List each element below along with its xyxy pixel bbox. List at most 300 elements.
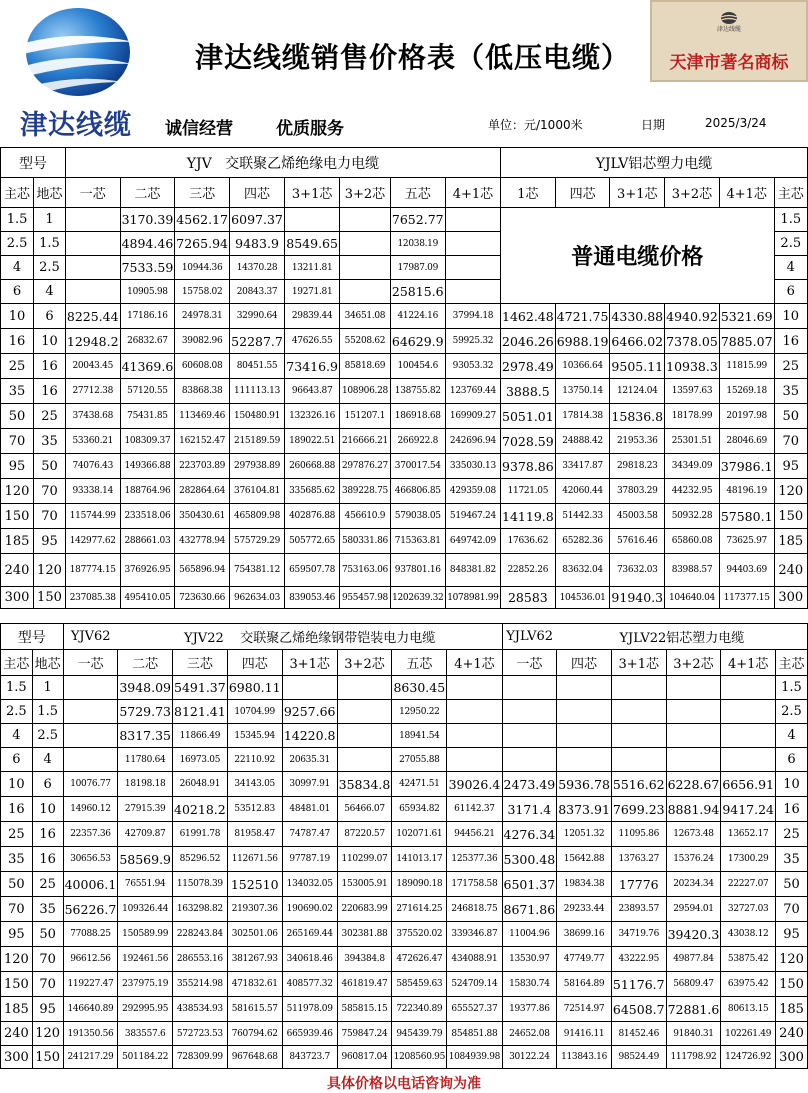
price-cell: 23893.57 xyxy=(611,897,666,922)
price-cell: 109326.44 xyxy=(118,897,173,922)
column-header: 3+1芯 xyxy=(282,650,337,676)
price-cell xyxy=(557,748,612,772)
footer-note: 具体价格以电话咨询为准 xyxy=(327,1076,481,1092)
price-cell: 39082.96 xyxy=(175,329,230,354)
price-cell: 80613.15 xyxy=(721,997,776,1022)
price-cell: 5729.73 xyxy=(118,700,173,724)
price-cell: 3948.09 xyxy=(118,676,173,700)
price-cell: 48481.01 xyxy=(282,797,337,822)
price-cell: 83988.57 xyxy=(665,554,720,587)
table-row xyxy=(1,587,808,609)
table-row xyxy=(1,1022,808,1046)
table-row xyxy=(1,379,808,404)
ground-core-cell: 6 xyxy=(34,304,66,329)
price-cell: 73632.03 xyxy=(610,554,665,587)
price-cell: 389228.75 xyxy=(340,479,391,504)
main-core-cell: 2.5 xyxy=(776,700,808,724)
price-cell: 722340.89 xyxy=(392,997,447,1022)
price-cell: 233518.06 xyxy=(120,504,175,529)
price-cell xyxy=(65,208,120,232)
price-cell: 56226.7 xyxy=(63,897,118,922)
price-cell: 51176.7 xyxy=(611,972,666,997)
price-cell: 40218.2 xyxy=(173,797,228,822)
price-cell: 53512.83 xyxy=(227,797,282,822)
main-core-cell: 25 xyxy=(1,354,34,379)
ground-core-cell: 70 xyxy=(32,947,63,972)
price-cell: 505772.65 xyxy=(285,529,340,554)
price-cell: 10366.64 xyxy=(555,354,610,379)
main-core-cell: 95 xyxy=(776,922,808,947)
table-title-row xyxy=(1,624,808,650)
price-cell: 575729.29 xyxy=(229,529,284,554)
ground-core-cell: 35 xyxy=(34,429,66,454)
price-cell: 29839.44 xyxy=(285,304,340,329)
price-cell: 472626.47 xyxy=(392,947,447,972)
price-cell: 10704.99 xyxy=(227,700,282,724)
price-cell: 61142.37 xyxy=(447,797,502,822)
main-core-cell: 16 xyxy=(774,329,807,354)
price-cell: 7885.07 xyxy=(719,329,774,354)
price-cell: 100454.6 xyxy=(390,354,445,379)
price-cell: 581615.57 xyxy=(227,997,282,1022)
price-cell: 72514.97 xyxy=(557,997,612,1022)
main-core-cell: 70 xyxy=(1,429,34,454)
price-cell: 8373.91 xyxy=(557,797,612,822)
price-cell: 134032.05 xyxy=(282,872,337,897)
price-cell: 41224.16 xyxy=(390,304,445,329)
main-core-cell: 50 xyxy=(1,872,33,897)
main-core-cell: 120 xyxy=(776,947,808,972)
main-core-cell: 300 xyxy=(776,1046,808,1069)
price-cell: 9483.9 xyxy=(229,232,284,256)
price-cell: 495410.05 xyxy=(120,587,175,609)
main-core-cell: 16 xyxy=(1,797,33,822)
price-cell: 80451.55 xyxy=(229,354,284,379)
main-core-cell: 35 xyxy=(776,847,808,872)
column-header: 三芯 xyxy=(173,650,228,676)
price-cell: 408577.32 xyxy=(282,972,337,997)
price-cell: 27712.38 xyxy=(65,379,120,404)
price-cell: 17987.09 xyxy=(390,256,445,280)
price-cell: 50932.28 xyxy=(665,504,720,529)
price-cell: 434088.91 xyxy=(447,947,502,972)
price-cell: 10905.98 xyxy=(120,280,175,304)
price-cell: 937801.16 xyxy=(390,554,445,587)
price-cell: 8549.65 xyxy=(285,232,340,256)
price-cell: 4894.46 xyxy=(120,232,175,256)
price-cell: 246818.75 xyxy=(447,897,502,922)
price-cell: 83868.38 xyxy=(175,379,230,404)
main-core-cell: 6 xyxy=(776,748,808,772)
price-cell xyxy=(666,700,721,724)
price-cell xyxy=(557,724,612,748)
column-header: 三芯 xyxy=(175,178,230,208)
main-core-cell: 16 xyxy=(1,329,34,354)
price-cell: 187774.15 xyxy=(65,554,120,587)
price-cell: 162152.47 xyxy=(175,429,230,454)
price-cell: 1208560.95 xyxy=(392,1046,447,1069)
price-cell: 854851.88 xyxy=(447,1022,502,1046)
price-cell: 192461.56 xyxy=(118,947,173,972)
price-cell: 2046.26 xyxy=(501,329,556,354)
price-cell: 52287.7 xyxy=(229,329,284,354)
table-row xyxy=(1,429,808,454)
price-cell: 39420.3 xyxy=(666,922,721,947)
section-title-left xyxy=(65,148,500,178)
price-cell: 42709.87 xyxy=(118,822,173,847)
price-cell: 14220.8 xyxy=(282,724,337,748)
ground-core-cell: 16 xyxy=(34,354,66,379)
price-cell: 20197.98 xyxy=(719,404,774,429)
ground-core-cell: 95 xyxy=(34,529,66,554)
section-title-text: 交联聚乙烯绝缘电力电缆 xyxy=(225,155,380,172)
price-cell xyxy=(502,748,557,772)
price-cell: 73625.97 xyxy=(719,529,774,554)
price-cell: 53875.42 xyxy=(721,947,776,972)
slogan-service: 优质服务 xyxy=(276,119,344,139)
ground-core-cell: 10 xyxy=(32,797,63,822)
price-cell: 171758.58 xyxy=(447,872,502,897)
column-header: 主芯 xyxy=(1,178,34,208)
price-cell xyxy=(666,748,721,772)
price-cell: 27915.39 xyxy=(118,797,173,822)
price-cell: 7378.05 xyxy=(665,329,720,354)
price-cell: 11780.64 xyxy=(118,748,173,772)
price-cell: 119227.47 xyxy=(63,972,118,997)
price-cell: 25815.6 xyxy=(390,280,445,304)
model-label: 型号 xyxy=(1,148,66,178)
table-row xyxy=(1,454,808,479)
price-cell: 29818.23 xyxy=(610,454,665,479)
price-cell: 72881.6 xyxy=(666,997,721,1022)
badge-text: 天津市著名商标 xyxy=(669,53,789,73)
price-cell: 83632.04 xyxy=(555,554,610,587)
price-cell: 34143.05 xyxy=(227,772,282,797)
price-cell: 511978.09 xyxy=(282,997,337,1022)
price-cell: 350430.61 xyxy=(175,504,230,529)
price-cell: 355214.98 xyxy=(173,972,228,997)
table-row xyxy=(1,354,808,379)
price-cell: 44232.95 xyxy=(665,479,720,504)
table-row xyxy=(1,1046,808,1069)
main-core-cell: 95 xyxy=(1,922,33,947)
date-value: 2025/3/24 xyxy=(705,116,767,130)
price-cell: 376104.81 xyxy=(229,479,284,504)
column-header: 3+1芯 xyxy=(610,178,665,208)
price-cell: 19271.81 xyxy=(285,280,340,304)
price-cell: 6988.19 xyxy=(555,329,610,354)
price-cell xyxy=(721,748,776,772)
price-cell: 22227.07 xyxy=(721,872,776,897)
price-cell: 189022.51 xyxy=(285,429,340,454)
price-cell: 402876.88 xyxy=(285,504,340,529)
main-core-cell: 240 xyxy=(774,554,807,587)
price-cell: 102261.49 xyxy=(721,1022,776,1046)
table-row xyxy=(1,748,808,772)
price-cell: 18941.54 xyxy=(392,724,447,748)
ground-core-cell: 1.5 xyxy=(32,700,63,724)
price-cell: 56466.07 xyxy=(337,797,392,822)
price-cell: 17186.16 xyxy=(120,304,175,329)
ground-core-cell: 95 xyxy=(32,997,63,1022)
price-cell xyxy=(666,676,721,700)
price-cell: 81452.46 xyxy=(611,1022,666,1046)
price-cell: 579038.05 xyxy=(390,504,445,529)
price-cell: 12124.04 xyxy=(610,379,665,404)
price-cell: 242696.94 xyxy=(445,429,500,454)
main-core-cell: 150 xyxy=(774,504,807,529)
price-cell: 466806.85 xyxy=(390,479,445,504)
price-cell: 15836.8 xyxy=(610,404,665,429)
column-header: 四芯 xyxy=(557,650,612,676)
price-cell: 4721.75 xyxy=(555,304,610,329)
column-header: 4+1芯 xyxy=(721,650,776,676)
price-cell: 7265.94 xyxy=(175,232,230,256)
price-cell: 659507.78 xyxy=(285,554,340,587)
price-cell: 104640.04 xyxy=(665,587,720,609)
price-cell: 55208.62 xyxy=(340,329,391,354)
table-row xyxy=(1,529,808,554)
ground-core-cell: 2.5 xyxy=(34,256,66,280)
table-row xyxy=(1,479,808,504)
price-cell: 15758.02 xyxy=(175,280,230,304)
price-cell: 61991.78 xyxy=(173,822,228,847)
price-cell: 186918.68 xyxy=(390,404,445,429)
main-core-cell: 4 xyxy=(1,724,33,748)
price-cell: 85296.52 xyxy=(173,847,228,872)
price-cell xyxy=(557,676,612,700)
ground-core-cell: 2.5 xyxy=(32,724,63,748)
main-core-cell: 70 xyxy=(1,897,33,922)
price-cell: 189090.18 xyxy=(392,872,447,897)
table-title-row xyxy=(1,148,808,178)
slogan-integrity: 诚信经营 xyxy=(165,119,233,139)
table-row xyxy=(1,700,808,724)
price-cell: 8317.35 xyxy=(118,724,173,748)
price-cell: 223703.89 xyxy=(175,454,230,479)
price-cell: 17776 xyxy=(611,872,666,897)
price-cell: 383557.6 xyxy=(118,1022,173,1046)
ground-core-cell: 150 xyxy=(34,587,66,609)
table-row xyxy=(1,822,808,847)
price-cell: 4940.92 xyxy=(665,304,720,329)
price-cell: 3888.5 xyxy=(501,379,556,404)
unit-label: 单位：元/1000米 xyxy=(488,118,583,132)
price-cell: 18198.18 xyxy=(118,772,173,797)
price-cell: 11721.05 xyxy=(501,479,556,504)
price-cell: 848381.82 xyxy=(445,554,500,587)
price-cell: 58569.9 xyxy=(118,847,173,872)
main-core-cell: 2.5 xyxy=(1,700,33,724)
price-cell: 35834.8 xyxy=(337,772,392,797)
price-cell xyxy=(285,208,340,232)
ground-core-cell: 70 xyxy=(34,504,66,529)
section-title-right: YJLV铝芯塑力电缆 xyxy=(501,148,808,178)
price-cell: 96612.56 xyxy=(63,947,118,972)
price-cell: 9505.11 xyxy=(610,354,665,379)
price-cell: 3171.4 xyxy=(502,797,557,822)
price-cell: 22852.26 xyxy=(501,554,556,587)
price-cell: 649742.09 xyxy=(445,529,500,554)
price-cell: 151207.1 xyxy=(340,404,391,429)
standard-price-note: 普通电缆价格 xyxy=(501,208,775,304)
main-core-cell: 2.5 xyxy=(774,232,807,256)
price-cell: 49877.84 xyxy=(666,947,721,972)
column-header: 一芯 xyxy=(65,178,120,208)
price-cell: 665939.46 xyxy=(282,1022,337,1046)
main-core-cell: 185 xyxy=(774,529,807,554)
main-core-cell: 70 xyxy=(774,429,807,454)
table-row xyxy=(1,797,808,822)
price-cell: 38699.16 xyxy=(557,922,612,947)
price-cell: 13211.81 xyxy=(285,256,340,280)
price-cell: 7699.23 xyxy=(611,797,666,822)
price-cell: 12948.2 xyxy=(65,329,120,354)
price-cell: 655527.37 xyxy=(447,997,502,1022)
price-cell: 237085.38 xyxy=(65,587,120,609)
price-cell: 47626.55 xyxy=(285,329,340,354)
price-cell: 146640.89 xyxy=(63,997,118,1022)
price-cell: 108309.37 xyxy=(120,429,175,454)
ground-core-cell: 50 xyxy=(34,454,66,479)
price-cell xyxy=(340,232,391,256)
price-cell: 429359.08 xyxy=(445,479,500,504)
price-cell: 572723.53 xyxy=(173,1022,228,1046)
price-cell: 113469.46 xyxy=(175,404,230,429)
price-cell: 141013.17 xyxy=(392,847,447,872)
price-cell: 188764.96 xyxy=(120,479,175,504)
price-cell: 22110.92 xyxy=(227,748,282,772)
price-cell: 65934.82 xyxy=(392,797,447,822)
price-cell: 967648.68 xyxy=(227,1046,282,1069)
price-cell: 96643.87 xyxy=(285,379,340,404)
price-cell: 65860.08 xyxy=(665,529,720,554)
price-cell: 34651.08 xyxy=(340,304,391,329)
globe-logo-icon xyxy=(12,6,136,102)
main-core-cell: 185 xyxy=(776,997,808,1022)
price-cell: 85818.69 xyxy=(340,354,391,379)
column-header: 二芯 xyxy=(118,650,173,676)
price-cell: 94403.69 xyxy=(719,554,774,587)
table-row xyxy=(1,897,808,922)
price-cell: 48196.19 xyxy=(719,479,774,504)
price-cell: 32727.03 xyxy=(721,897,776,922)
main-core-cell: 2.5 xyxy=(1,232,34,256)
main-core-cell: 1.5 xyxy=(1,676,33,700)
price-cell: 15376.24 xyxy=(666,847,721,872)
price-cell: 271614.25 xyxy=(392,897,447,922)
main-core-cell: 4 xyxy=(774,256,807,280)
price-table-armored xyxy=(0,623,808,1069)
ground-core-cell: 10 xyxy=(34,329,66,354)
price-cell: 24888.42 xyxy=(555,429,610,454)
price-cell: 219307.36 xyxy=(227,897,282,922)
price-cell: 32990.64 xyxy=(229,304,284,329)
main-core-cell: 120 xyxy=(1,947,33,972)
main-core-cell: 50 xyxy=(776,872,808,897)
price-cell: 8881.94 xyxy=(666,797,721,822)
column-header: 四芯 xyxy=(227,650,282,676)
price-cell: 17814.38 xyxy=(555,404,610,429)
price-cell: 59925.32 xyxy=(445,329,500,354)
price-cell: 43222.95 xyxy=(611,947,666,972)
price-cell: 12673.48 xyxy=(666,822,721,847)
price-cell: 63975.42 xyxy=(721,972,776,997)
price-cell: 4330.88 xyxy=(610,304,665,329)
price-cell: 91840.31 xyxy=(666,1022,721,1046)
price-cell: 57120.55 xyxy=(120,379,175,404)
price-cell xyxy=(502,676,557,700)
main-core-cell: 25 xyxy=(774,354,807,379)
column-header: 一芯 xyxy=(63,650,118,676)
price-cell: 150480.91 xyxy=(229,404,284,429)
price-cell: 6980.11 xyxy=(227,676,282,700)
price-cell: 9417.24 xyxy=(721,797,776,822)
price-cell: 74787.47 xyxy=(282,822,337,847)
price-cell: 266922.8 xyxy=(390,429,445,454)
price-cell: 34719.76 xyxy=(611,922,666,947)
price-cell: 26832.67 xyxy=(120,329,175,354)
column-header: 3+1芯 xyxy=(285,178,340,208)
ground-core-cell: 35 xyxy=(32,897,63,922)
price-cell: 91940.3 xyxy=(610,587,665,609)
price-cell: 51442.33 xyxy=(555,504,610,529)
price-cell: 108906.28 xyxy=(340,379,391,404)
price-cell: 524709.14 xyxy=(447,972,502,997)
price-cell: 28046.69 xyxy=(719,429,774,454)
main-core-cell: 240 xyxy=(1,1022,33,1046)
price-cell: 153005.91 xyxy=(337,872,392,897)
main-core-cell: 1.5 xyxy=(774,208,807,232)
column-header: 4+1芯 xyxy=(719,178,774,208)
price-cell: 190690.02 xyxy=(282,897,337,922)
price-cell xyxy=(447,748,502,772)
price-cell: 91416.11 xyxy=(557,1022,612,1046)
main-core-cell: 6 xyxy=(774,280,807,304)
price-cell: 265169.44 xyxy=(282,922,337,947)
price-cell: 74076.43 xyxy=(65,454,120,479)
price-cell: 58164.89 xyxy=(557,972,612,997)
price-cell: 64629.9 xyxy=(390,329,445,354)
column-header: 3+2芯 xyxy=(665,178,720,208)
ground-core-cell: 120 xyxy=(32,1022,63,1046)
price-cell xyxy=(445,208,500,232)
header xyxy=(0,0,808,142)
price-cell: 8630.45 xyxy=(392,676,447,700)
main-core-cell: 6 xyxy=(1,280,34,304)
price-cell: 13750.14 xyxy=(555,379,610,404)
price-cell: 302501.06 xyxy=(227,922,282,947)
page-title: 津达线缆销售价格表（低压电缆） xyxy=(195,41,631,74)
ground-core-cell: 16 xyxy=(32,822,63,847)
model-code: YJV xyxy=(186,155,212,172)
price-cell: 124726.92 xyxy=(721,1046,776,1069)
main-core-cell: 240 xyxy=(776,1022,808,1046)
price-cell: 33417.87 xyxy=(555,454,610,479)
price-cell: 339346.87 xyxy=(447,922,502,947)
model-code-right: YJLV62 xyxy=(502,624,557,650)
price-cell: 297938.89 xyxy=(229,454,284,479)
column-header: 二芯 xyxy=(120,178,175,208)
main-core-cell: 35 xyxy=(1,379,34,404)
price-cell: 37803.29 xyxy=(610,479,665,504)
price-cell: 43038.12 xyxy=(721,922,776,947)
price-cell: 340618.46 xyxy=(282,947,337,972)
price-cell: 112671.56 xyxy=(227,847,282,872)
price-cell: 10076.77 xyxy=(63,772,118,797)
badge-logo-text: 津达线缆 xyxy=(716,26,742,32)
price-cell: 456610.9 xyxy=(340,504,391,529)
